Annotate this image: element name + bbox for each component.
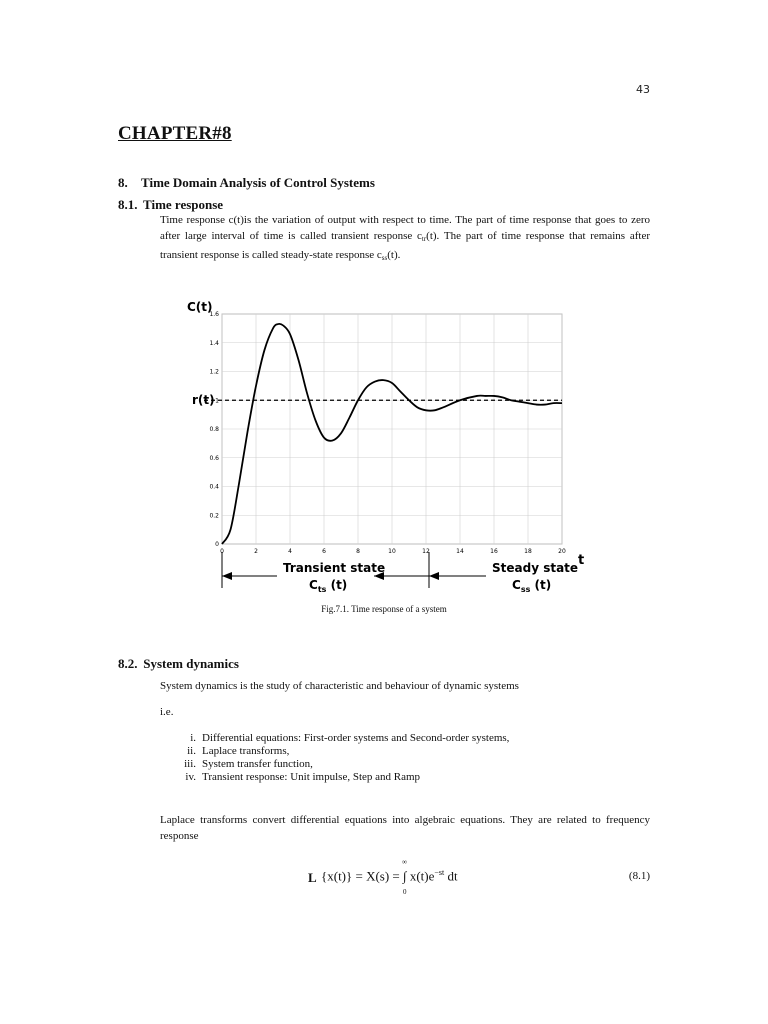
y-tick-label: 0.6 bbox=[209, 454, 219, 462]
x-tick-label: 16 bbox=[490, 548, 498, 555]
steady-symbol-c: C bbox=[512, 578, 521, 592]
section-title: Time Domain Analysis of Control Systems bbox=[141, 175, 375, 190]
steady-symbol-arg: (t) bbox=[530, 578, 552, 592]
subsection-title: System dynamics bbox=[143, 656, 239, 671]
x-tick-label: 14 bbox=[456, 548, 464, 555]
y-axis-label: C(t) bbox=[187, 300, 213, 314]
y-tick-label: 0 bbox=[215, 541, 219, 548]
chapter-title: CHAPTER#8 bbox=[118, 123, 232, 144]
steady-state-label: Steady state bbox=[492, 561, 579, 575]
y-tick-label: 0.2 bbox=[209, 512, 219, 520]
steady-arrowhead-left bbox=[429, 572, 439, 580]
list-marker: iv. bbox=[185, 771, 196, 783]
transient-state-label: Transient state bbox=[283, 561, 386, 575]
y-tick-label: 0.8 bbox=[209, 426, 219, 433]
subscript-tr: tr bbox=[421, 235, 427, 243]
page-number: 43 bbox=[636, 83, 650, 96]
subsection-number: 8.1. bbox=[118, 197, 138, 212]
x-tick-label: 18 bbox=[524, 548, 532, 555]
x-tick-label: 10 bbox=[388, 548, 396, 555]
laplace-equation bbox=[0, 858, 768, 898]
paragraph-text: (t). The part of time response that remains after transient response is called steady-state response c bbox=[160, 230, 650, 261]
transient-symbol-arg: (t) bbox=[326, 578, 348, 592]
ie-label: i.e. bbox=[160, 706, 174, 718]
equation-exponent: −st bbox=[434, 868, 445, 877]
list-text: Differential equations: First-order systems and Second-order systems, bbox=[202, 732, 510, 744]
subsection-heading-system-dynamics bbox=[118, 656, 239, 672]
x-tick-label: 4 bbox=[288, 548, 292, 555]
x-tick-label: 2 bbox=[254, 548, 258, 555]
equation-number: (8.1) bbox=[628, 870, 650, 882]
y-tick-label: 0.4 bbox=[209, 483, 219, 491]
transient-arrowhead-left bbox=[222, 572, 232, 580]
laplace-paragraph: Laplace transforms convert differential equations into algebraic equations. They are related to frequency response bbox=[160, 814, 650, 842]
subscript-ss: ss bbox=[381, 254, 388, 262]
x-tick-label: 12 bbox=[422, 548, 430, 555]
system-dynamics-paragraph: System dynamics is the study of characteristic and behaviour of dynamic systems bbox=[160, 680, 519, 692]
steady-symbol-sub: ss bbox=[520, 585, 531, 594]
list-text: Transient response: Unit impulse, Step and Ramp bbox=[202, 771, 421, 783]
list-item bbox=[160, 771, 509, 784]
integral-lower-limit: 0 bbox=[403, 888, 407, 896]
transient-symbol-sub: ts bbox=[317, 585, 327, 594]
integral-upper-limit: ∞ bbox=[402, 858, 407, 866]
subsection-number: 8.2. bbox=[118, 656, 138, 671]
y-tick-label: 1 bbox=[215, 397, 219, 405]
x-tick-label: 0 bbox=[220, 548, 224, 555]
x-tick-label: 20 bbox=[558, 548, 566, 555]
subsection-title: Time response bbox=[143, 197, 224, 212]
list-marker: i. bbox=[190, 732, 196, 744]
y-tick-label: 1.2 bbox=[209, 368, 219, 376]
transient-symbol bbox=[309, 578, 347, 594]
list-marker: ii. bbox=[187, 745, 196, 757]
equation-dt: dt bbox=[447, 868, 458, 884]
list-item bbox=[160, 745, 509, 758]
transient-symbol-c: C bbox=[309, 578, 318, 592]
paragraph-text: (t). bbox=[387, 249, 401, 261]
topic-list bbox=[160, 732, 509, 784]
reference-label: r(t) bbox=[192, 393, 215, 407]
equation-operator: L bbox=[308, 870, 317, 885]
y-tick-label: 1.6 bbox=[209, 311, 219, 318]
equation-body bbox=[321, 868, 458, 884]
y-tick-label: 1.4 bbox=[209, 339, 219, 347]
figure-caption: Fig.7.1. Time response of a system bbox=[321, 604, 447, 614]
list-text: Laplace transforms, bbox=[202, 745, 290, 757]
list-item bbox=[160, 758, 509, 771]
paragraph-text: Time response c(t)is the variation of output with respect to time. The part of time response that goes to zero after large interval of time is called transient response c bbox=[160, 214, 650, 242]
section-number: 8. bbox=[118, 175, 128, 190]
list-item bbox=[160, 732, 509, 745]
steady-symbol bbox=[512, 578, 551, 594]
x-tick-label: 8 bbox=[356, 548, 360, 555]
x-axis-label: t bbox=[578, 553, 585, 568]
equation-main: {x(t)} = X(s) = ∫ x(t)e bbox=[321, 868, 435, 884]
x-tick-label: 6 bbox=[322, 548, 326, 555]
list-marker: iii. bbox=[184, 758, 196, 770]
list-text: System transfer function, bbox=[202, 758, 313, 770]
